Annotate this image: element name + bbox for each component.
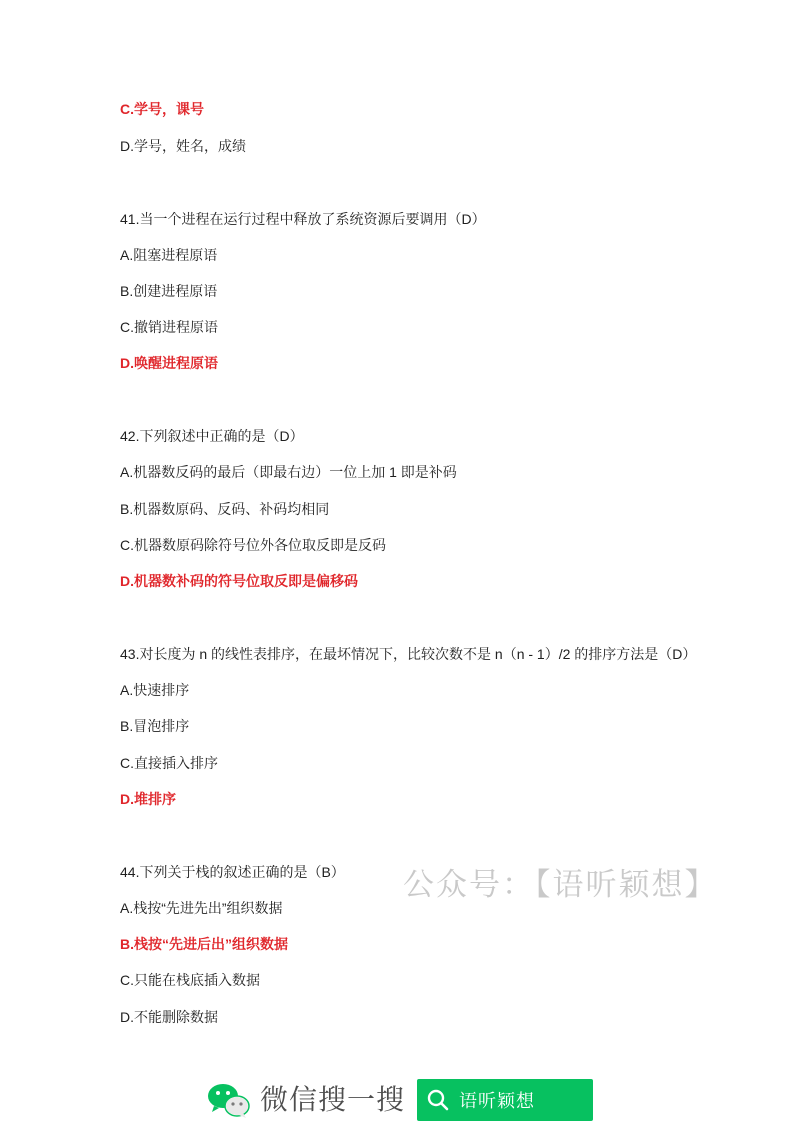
watermark-text: 公众号：【语听颖想】 [403,867,718,903]
option-b-q41: B.创建进程原语 [120,283,218,299]
wechat-search-banner [206,1080,405,1120]
option-a-q42: A.机器数反码的最后（即最右边）一位上加 1 即是补码 [120,464,457,480]
option-b-q44: B.栈按“先进后出”组织数据 [120,936,288,952]
option-d-q41: D.唤醒进程原语 [120,355,218,371]
question-41: 41.当一个进程在运行过程中释放了系统资源后要调用（D） [120,211,486,227]
option-d-q42: D.机器数补码的符号位取反即是偏移码 [120,573,358,589]
search-query-text: 语听颖想 [459,1091,535,1111]
option-d-q44: D.不能删除数据 [120,1009,218,1025]
question-43: 43.对长度为 n 的线性表排序，在最坏情况下，比较次数不是 n（n - 1）/2 的排序方法是（D） [120,646,697,662]
option-c-q42: C.机器数原码除符号位外各位取反即是反码 [120,537,386,553]
option-a-q44: A.栈按“先进先出”组织数据 [120,900,283,916]
question-42: 42.下列叙述中正确的是（D） [120,428,304,444]
option-c-q44: C.只能在栈底插入数据 [120,972,260,988]
option-d-q40: D.学号，姓名，成绩 [120,138,246,154]
option-d-q43: D.堆排序 [120,791,176,807]
question-44: 44.下列关于栈的叙述正确的是（B） [120,864,345,880]
option-c-q43: C.直接插入排序 [120,755,218,771]
option-a-q43: A.快速排序 [120,682,190,698]
option-b-q42: B.机器数原码、反码、补码均相同 [120,501,330,517]
wechat-search-box[interactable] [417,1079,593,1121]
option-c-q41: C.撤销进程原语 [120,319,218,335]
footer-brand-text: 微信搜一搜 [260,1084,406,1115]
search-icon [427,1089,449,1111]
option-b-q43: B.冒泡排序 [120,718,190,734]
option-a-q41: A.阻塞进程原语 [120,247,218,263]
option-c-q40: C.学号，课号 [120,101,204,117]
wechat-icon [206,1081,252,1119]
